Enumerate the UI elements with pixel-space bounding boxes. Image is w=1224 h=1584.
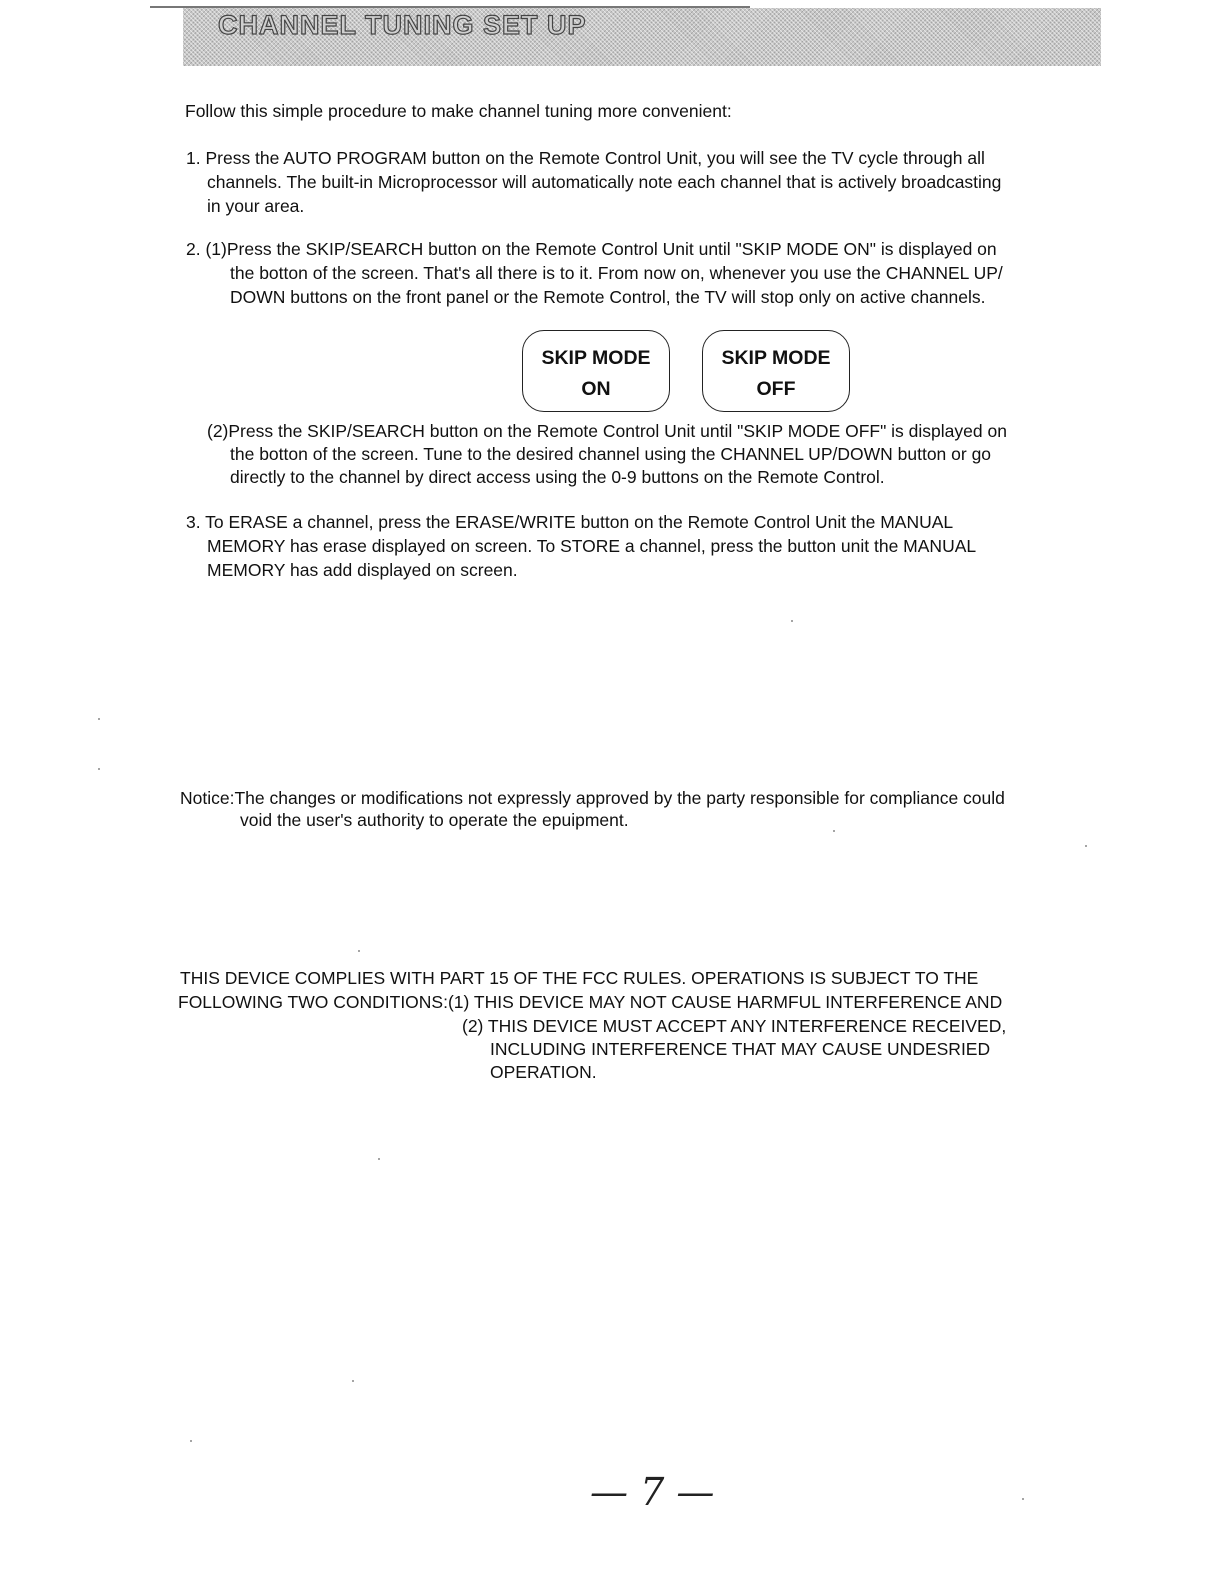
step-3-line-2: MEMORY has erase displayed on screen. To STORE a channel, press the button unit the MANUAL bbox=[207, 536, 977, 556]
scan-speck bbox=[833, 830, 835, 832]
step-2-part-2-line-2: the botton of the screen. Tune to the desired channel using the CHANNEL UP/DOWN button or go bbox=[230, 444, 992, 464]
step-2-part-2-line-1: (2)Press the SKIP/SEARCH button on the Remote Control Unit until "SKIP MODE OFF" is displayed on bbox=[207, 421, 1007, 441]
fcc-line-2: FOLLOWING TWO CONDITIONS:(1) THIS DEVICE MAY NOT CAUSE HARMFUL INTERFERENCE AND bbox=[178, 992, 1003, 1012]
step-2-part-2-line-3: directly to the channel by direct access using the 0-9 buttons on the Remote Control. bbox=[230, 467, 885, 487]
scan-speck bbox=[352, 1380, 354, 1382]
fcc-line-4: INCLUDING INTERFERENCE THAT MAY CAUSE UNDESRIED bbox=[490, 1039, 991, 1059]
fcc-line-5: OPERATION. bbox=[490, 1062, 597, 1082]
step-3-line-3: MEMORY has add displayed on screen. bbox=[207, 560, 518, 580]
skip-mode-on-label: SKIP MODE bbox=[541, 347, 651, 369]
fcc-line-3: (2) THIS DEVICE MUST ACCEPT ANY INTERFERENCE RECEIVED, bbox=[462, 1016, 1007, 1036]
fcc-line-1: THIS DEVICE COMPLIES WITH PART 15 OF THE FCC RULES. OPERATIONS IS SUBJECT TO THE bbox=[180, 968, 979, 988]
step-1-line-1: 1. Press the AUTO PROGRAM button on the Remote Control Unit, you will see the TV cycle through all bbox=[186, 148, 985, 168]
skip-mode-on-box bbox=[522, 330, 670, 412]
notice-line-1: Notice:The changes or modifications not expressly approved by the party responsible for compliance could bbox=[180, 788, 1005, 808]
skip-mode-off-box bbox=[702, 330, 850, 412]
step-1-line-3: in your area. bbox=[207, 196, 305, 216]
step-1-line-2: channels. The built-in Microprocessor will automatically note each channel that is actively broadcasting bbox=[207, 172, 1002, 192]
skip-mode-off-state: OFF bbox=[756, 378, 796, 400]
step-2-line-2: the botton of the screen. That's all there is to it. From now on, whenever you use the CHANNEL UP/ bbox=[230, 263, 1003, 283]
page-title: CHANNEL TUNING SET UP bbox=[218, 10, 587, 40]
skip-mode-on-state: ON bbox=[581, 378, 611, 400]
page-number: — 7 — bbox=[590, 1470, 715, 1514]
title-rule bbox=[150, 6, 750, 8]
scan-speck bbox=[378, 1158, 380, 1160]
step-2-line-3: DOWN buttons on the front panel or the Remote Control, the TV will stop only on active channels. bbox=[230, 287, 986, 307]
scan-speck bbox=[190, 1440, 192, 1442]
skip-mode-off-label: SKIP MODE bbox=[721, 347, 831, 369]
scan-speck bbox=[358, 950, 360, 952]
step-2-line-1: 2. (1)Press the SKIP/SEARCH button on the Remote Control Unit until "SKIP MODE ON" is displayed on bbox=[186, 239, 997, 259]
scan-speck bbox=[1022, 1498, 1024, 1500]
scan-speck bbox=[1085, 845, 1087, 847]
step-3-line-1: 3. To ERASE a channel, press the ERASE/WRITE button on the Remote Control Unit the MANUAL bbox=[186, 512, 954, 532]
scan-speck bbox=[791, 620, 793, 622]
intro-text: Follow this simple procedure to make channel tuning more convenient: bbox=[185, 101, 732, 121]
scan-speck bbox=[98, 718, 100, 720]
scan-speck bbox=[98, 768, 100, 770]
notice-line-2: void the user's authority to operate the epuipment. bbox=[240, 810, 629, 830]
